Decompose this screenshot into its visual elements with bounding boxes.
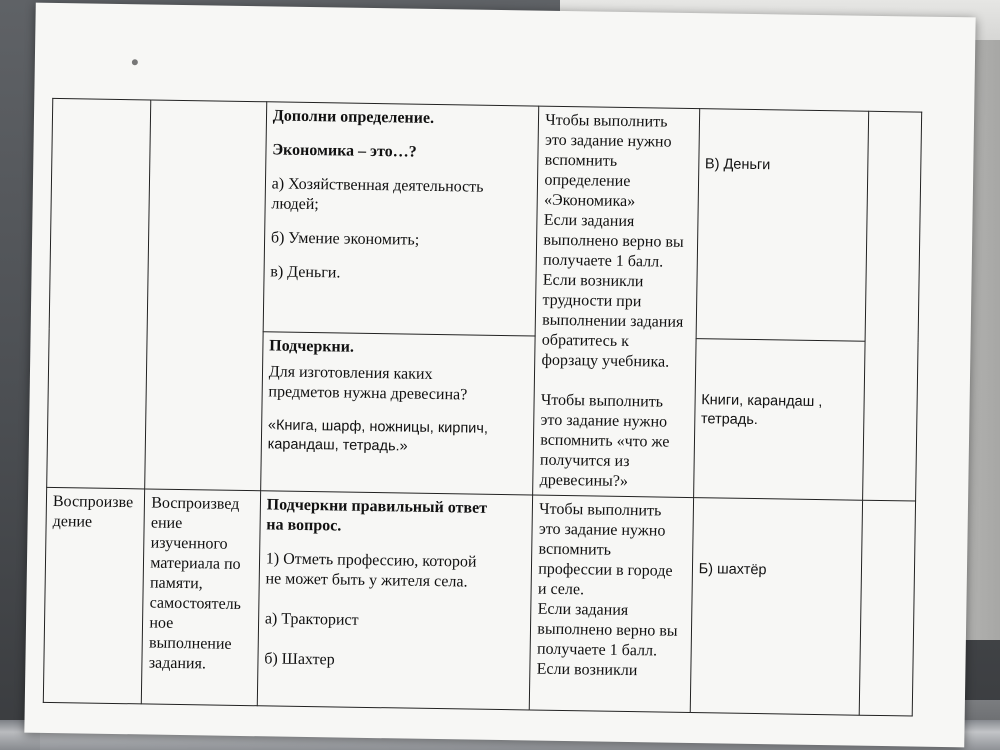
hint-line: «Экономика» bbox=[543, 191, 636, 211]
punch-hole bbox=[132, 59, 138, 65]
answer-text: Книги, карандаш , bbox=[701, 392, 823, 411]
option-a: а) Тракторист bbox=[264, 610, 359, 629]
hint-line: вспомнить bbox=[538, 540, 612, 559]
description-line: самостоятель bbox=[149, 594, 242, 613]
hint-line: это задание нужно bbox=[540, 411, 668, 431]
description-cell bbox=[145, 100, 267, 491]
task-title: Подчеркни правильный ответ bbox=[266, 496, 488, 517]
description-cell bbox=[142, 489, 261, 706]
task-cell bbox=[257, 491, 533, 710]
score-cell bbox=[859, 500, 916, 716]
task-title: Подчеркни. bbox=[269, 337, 355, 357]
stage-text: дение bbox=[52, 512, 93, 531]
hint-line: Чтобы выполнить bbox=[539, 500, 662, 520]
hint-line: Чтобы выполнить bbox=[545, 111, 668, 131]
hint-line: Если возникли bbox=[536, 660, 638, 680]
hint-line: получится из bbox=[539, 451, 630, 471]
task-question: не может быть у жителя села. bbox=[265, 570, 468, 591]
task-title: на вопрос. bbox=[266, 516, 342, 535]
task-cell bbox=[260, 332, 535, 495]
hint-line: это задание нужно bbox=[544, 131, 672, 151]
table-row bbox=[49, 98, 922, 342]
answer-cell bbox=[696, 109, 868, 342]
hint-line: Чтобы выполнить bbox=[540, 391, 664, 411]
hint-line: Если возникли bbox=[542, 271, 644, 291]
description-line: изученного bbox=[150, 534, 228, 553]
hint-line: профессии в городе bbox=[538, 560, 673, 580]
score-cell bbox=[862, 111, 922, 501]
task-items: карандаш, тетрадь.» bbox=[267, 436, 408, 455]
worksheet-page bbox=[24, 3, 975, 748]
task-question: Экономика – это…? bbox=[272, 141, 417, 161]
description-line: ение bbox=[150, 514, 183, 533]
hint-line: Если задания bbox=[543, 211, 635, 231]
option-a: а) Хозяйственная деятельность людей; bbox=[271, 175, 484, 214]
hint-line: выполнении задания bbox=[542, 311, 684, 331]
option-b: б) Шахтер bbox=[264, 650, 335, 669]
option-c: в) Деньги. bbox=[270, 263, 341, 282]
answer-cell bbox=[693, 339, 864, 500]
hint-line: вспомнить bbox=[544, 151, 618, 170]
stage-text: Воспроизве bbox=[52, 492, 134, 512]
answer-cell bbox=[690, 498, 862, 716]
hint-line: Если задания bbox=[537, 600, 629, 620]
task-question: 1) Отметь профессию, которой bbox=[265, 550, 477, 571]
task-items: «Книга, шарф, ножницы, кирпич, bbox=[267, 417, 489, 438]
description-line: памяти, bbox=[149, 574, 203, 593]
description-line: выполнение bbox=[148, 634, 232, 653]
hint-line: определение bbox=[544, 171, 631, 191]
answer-text: тетрадь. bbox=[700, 411, 758, 429]
hint-line: древесины?» bbox=[539, 471, 629, 491]
task-title: Дополни определение. bbox=[272, 107, 435, 127]
stage-cell bbox=[43, 487, 145, 704]
hint-line: вспомнить «что же bbox=[540, 431, 670, 451]
answer-text: В) Деньги bbox=[704, 156, 771, 174]
task-question: предметов нужна древесина? bbox=[268, 383, 468, 404]
hint-line: получаете 1 балл. bbox=[543, 251, 664, 271]
hint-line: форзацу учебника. bbox=[541, 351, 670, 371]
hint-cell bbox=[533, 106, 699, 497]
hint-cell bbox=[530, 495, 694, 712]
answer-text: Б) шахтёр bbox=[698, 561, 767, 579]
task-question: Для изготовления каких bbox=[268, 363, 433, 384]
table-row bbox=[43, 487, 915, 716]
description-line: материала по bbox=[150, 554, 241, 573]
hint-line: это задание нужно bbox=[538, 520, 666, 540]
hint-line: трудности при bbox=[542, 291, 642, 311]
hint-line: выполнено верно вы bbox=[537, 620, 678, 640]
hint-line: получаете 1 балл. bbox=[536, 640, 658, 660]
hint-line: выполнено верно вы bbox=[543, 231, 684, 251]
task-cell bbox=[263, 102, 539, 337]
description-line: ное bbox=[149, 614, 174, 632]
hint-line: обратитесь к bbox=[541, 331, 630, 351]
description-line: Воспроизвед bbox=[151, 494, 240, 513]
stage-cell bbox=[47, 98, 151, 488]
lesson-table bbox=[43, 98, 922, 717]
description-line: задания. bbox=[148, 654, 207, 673]
option-b: б) Умение экономить; bbox=[270, 229, 420, 249]
hint-line: и селе. bbox=[537, 580, 585, 599]
